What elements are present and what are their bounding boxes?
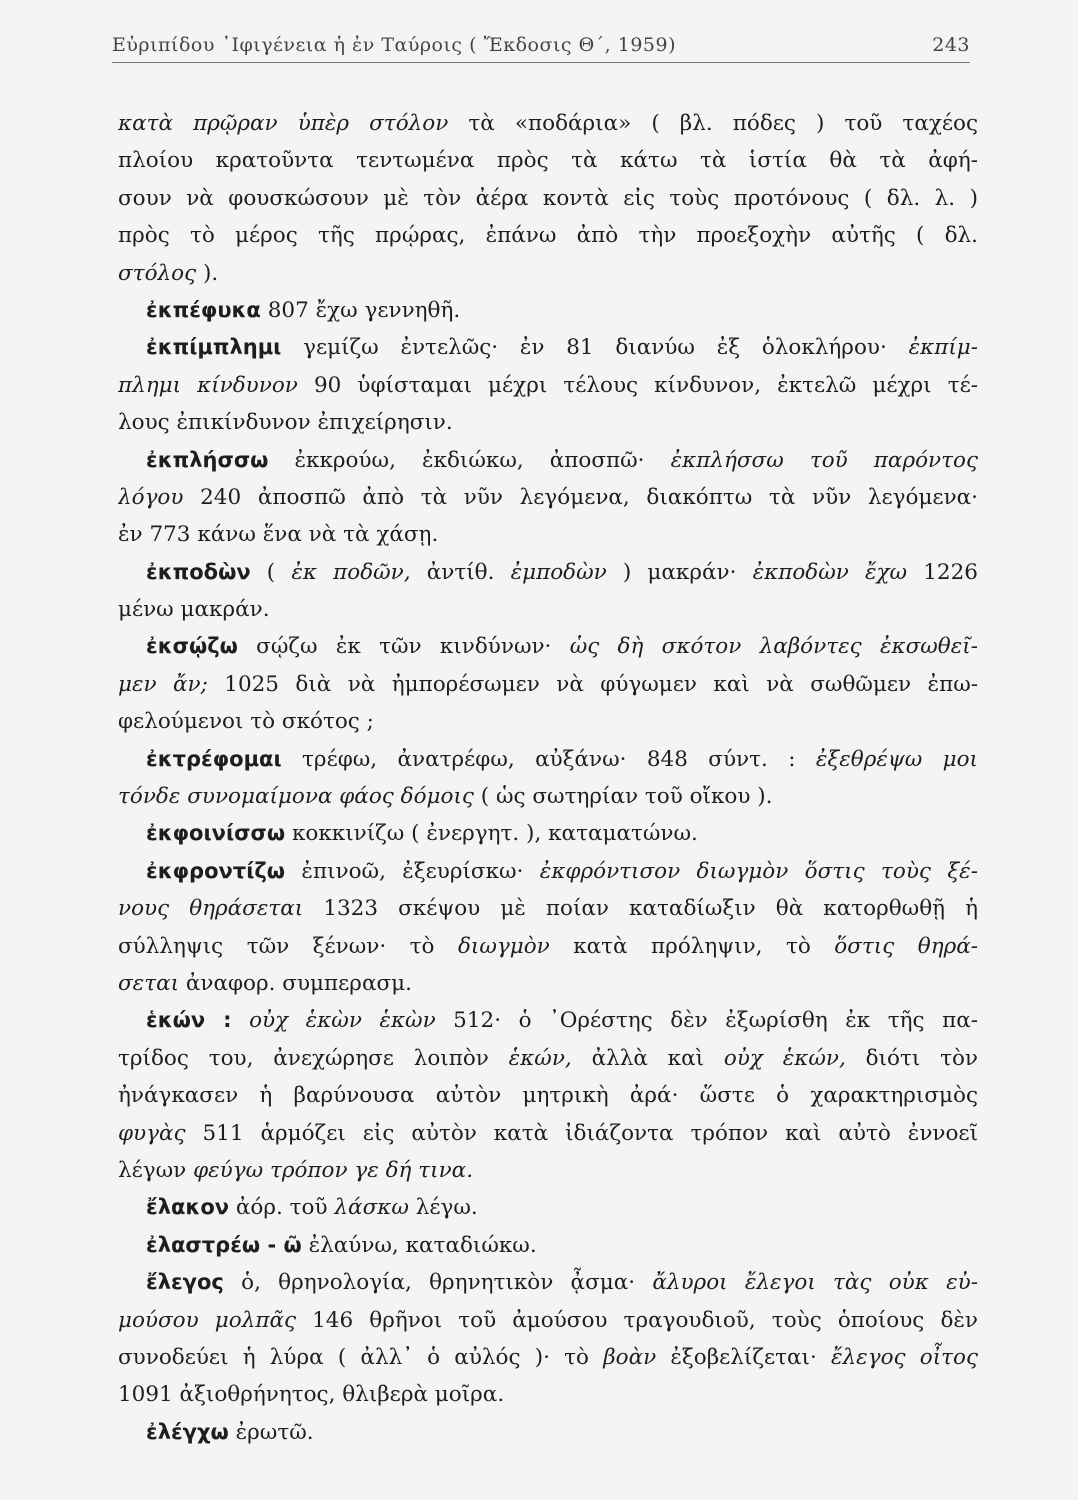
text-line <box>118 1339 978 1376</box>
text-run: 511 ἁρμόζει εἰς αὐτὸν κατὰ ἰδιάζοντα τρόπον καὶ αὐτὸ ἐννοεῖ <box>185 1120 978 1146</box>
text-line <box>118 516 978 553</box>
text-run: 512· ὁ ᾽Ορέστης δὲν ἐξωρίσθη ἐκ τῆς πα- <box>435 1008 978 1034</box>
entry-line <box>118 815 978 852</box>
headword: ἐκπίμπλημι <box>146 335 282 360</box>
text-run: ἐκφρόντισον διωγμὸν ὅστις τοὺς ξέ- <box>539 858 978 884</box>
text-line <box>118 1040 978 1077</box>
text-run: σουν νὰ φουσκώσουν μὲ τὸν ἀέρα κοντὰ εἰς τοὺς προτόνους ( δλ. λ. ) <box>118 185 978 211</box>
text-run: 1091 ἀξιοθρήνητος, θλιβερὰ μοῖρα. <box>118 1382 505 1408</box>
headword: ἐλέγχω <box>146 1419 229 1444</box>
text-run: ὡς δὴ σκότον λαβόντες ἐκσωθεῖ- <box>569 634 978 660</box>
headword: ἑκών : <box>146 1008 232 1033</box>
text-line <box>118 703 978 740</box>
page-number: 243 <box>932 34 970 56</box>
headword: ἐκτρέφομαι <box>146 746 282 771</box>
text-run: οὐχ ἑκών, <box>723 1045 846 1071</box>
text-run: ὅστις θηρά- <box>834 933 978 959</box>
text-line <box>118 928 978 965</box>
text-run: λέγων <box>118 1157 194 1183</box>
entry-line <box>118 292 978 329</box>
text-run: κατὰ πρόληψιν, τὸ <box>549 933 835 959</box>
text-run: διότι τὸν <box>845 1045 978 1071</box>
text-run: νους θηράσεται <box>118 896 304 922</box>
text-run: 1323 σκέψου μὲ ποίαν καταδίωξιν θὰ κατορθωθῇ ἡ <box>303 896 978 922</box>
text-line <box>118 1115 978 1152</box>
text-run: τρίδος του, ἀνεχώρησε λοιπὸν <box>118 1045 509 1071</box>
text-run: ἐλαύνω, καταδιώκω. <box>301 1232 537 1258</box>
text-run: ἐκκρούω, ἐκδιώκω, ἀποσπῶ· <box>268 447 671 473</box>
entry-line <box>118 1189 978 1226</box>
headword: ἐκπέφυκα <box>146 297 261 322</box>
text-line <box>118 255 978 292</box>
text-run: κατὰ πρῷραν ὑπὲρ στόλον <box>118 111 449 136</box>
dictionary-entries <box>118 105 978 1451</box>
text-run: ἐκπίμ- <box>908 335 978 361</box>
text-line <box>118 105 978 142</box>
text-line <box>118 180 978 217</box>
text-run: λάσκω <box>334 1195 409 1221</box>
text-line <box>118 1152 978 1189</box>
text-run: μούσου μολπᾶς <box>118 1307 297 1333</box>
text-run <box>232 1008 250 1033</box>
entry-line <box>118 853 978 890</box>
text-run: πλοίου κρατοῦντα τεντωμένα πρὸς τὰ κάτω τὰ ἱστία θὰ τὰ ἀφή- <box>118 148 978 174</box>
entry-line <box>118 1227 978 1264</box>
text-run: ἐκπλήσσω τοῦ παρόντος <box>670 447 978 473</box>
text-run: πλημι κίνδυνον <box>118 372 298 398</box>
entry-line <box>118 1414 978 1451</box>
entry-line <box>118 628 978 665</box>
text-line <box>118 965 978 1002</box>
text-run: κοκκινίζω ( ἐνεργητ. ), καταματώνω. <box>285 821 698 847</box>
text-run: λέγω. <box>408 1195 478 1221</box>
headword: ἔλεγος <box>146 1270 224 1295</box>
text-run: ἐξοβελίζεται· <box>656 1344 832 1370</box>
text-run: ἐπινοῶ, ἐξευρίσκω· <box>285 858 540 884</box>
text-run: ἐκποδὼν ἔχω <box>752 559 908 585</box>
text-run: ἑκών, <box>508 1045 572 1071</box>
text-run: ἄλυροι ἔλεγοι τὰς οὐκ εὐ- <box>652 1270 978 1296</box>
text-run: γεμίζω ἐντελῶς· ἐν 81 διανύω ἐξ ὁλοκλήρου· <box>281 335 909 361</box>
headword: ἐλαστρέω - ῶ <box>146 1232 302 1257</box>
entry-line <box>118 442 978 479</box>
text-run: ἀντίθ. <box>410 559 511 585</box>
text-run: φυγὰς <box>118 1120 186 1146</box>
text-run: διωγμὸν <box>457 933 550 959</box>
text-run: σῴζω ἐκ τῶν κινδύνων· <box>237 634 570 660</box>
text-run: λους ἐπικίνδυνον ἐπιχείρησιν. <box>118 410 453 436</box>
text-run: 146 θρῆνοι τοῦ ἀμούσου τραγουδιοῦ, τοὺς ὁποίους δὲν <box>296 1307 978 1333</box>
text-run: τόνδε συνομαίμονα φάος δόμοις <box>118 784 474 810</box>
text-run: οὐχ ἑκὼν ἑκὼν <box>249 1008 436 1034</box>
entry-line <box>118 1264 978 1301</box>
text-run: συνοδεύει ἡ λύρα ( ἀλλ᾽ ὁ αὐλός )· τὸ <box>118 1344 604 1370</box>
text-run: ὁ, θρηνολογία, θρηνητικὸν ᾆσμα· <box>223 1270 653 1296</box>
text-run: ἀναφορ. συμπερασμ. <box>179 970 412 996</box>
text-run: ). <box>196 260 219 286</box>
text-run: φελούμενοι τὸ σκότος ; <box>118 709 374 735</box>
header-title: Εὐριπίδου ᾽Ιφιγένεια ἡ ἐν Ταύροις ( Ἔκδοσις Θ΄, 1959) <box>112 34 677 56</box>
text-run: λόγου <box>118 484 184 510</box>
text-run: ἐμποδὼν <box>510 559 607 585</box>
text-line <box>118 591 978 628</box>
text-line <box>118 1077 978 1114</box>
entry-line <box>118 1002 978 1039</box>
text-run: σύλληψις τῶν ξένων· τὸ <box>118 933 458 959</box>
text-run: 90 ὑφίσταμαι μέχρι τέλους κίνδυνον, ἐκτελῶ μέχρι τέ- <box>297 372 978 398</box>
text-line <box>118 217 978 254</box>
text-run: ἐρωτῶ. <box>228 1419 314 1445</box>
text-run: ) μακράν· <box>606 559 753 585</box>
text-run: 807 ἔχω γεννηθῆ. <box>260 297 461 323</box>
text-run: 240 ἀποσπῶ ἀπὸ τὰ νῦν λεγόμενα, διακόπτω τὰ νῦν λεγόμενα· <box>183 484 978 510</box>
headword: ἐκφοινίσσω <box>146 821 286 846</box>
text-run: πρὸς τὸ μέρος τῆς πρῴρας, ἐπάνω ἀπὸ τὴν προεξοχὴν αὐτῆς ( δλ. <box>118 223 978 249</box>
headword: ἐκσῴζω <box>146 634 238 659</box>
text-run: ἀόρ. τοῦ <box>229 1195 335 1221</box>
text-run: βοὰν <box>603 1344 657 1370</box>
text-run: στόλος <box>118 260 197 286</box>
headword: ἐκπλήσσω <box>146 447 269 472</box>
text-line <box>118 142 978 179</box>
headword: ἐκποδὼν <box>146 559 251 584</box>
text-run: σεται <box>118 970 180 996</box>
text-run: τρέφω, ἀνατρέφω, αὐξάνω· 848 σύντ. : <box>281 746 816 772</box>
text-run: μένω μακράν. <box>118 597 270 623</box>
text-run: ἠνάγκασεν ἡ βαρύνουσα αὐτὸν μητρικὴ ἀρά· ὥστε ὁ χαρακτηρισμὸς <box>118 1083 978 1109</box>
text-line <box>118 367 978 404</box>
running-header <box>112 34 970 63</box>
text-run: ( ὡς σωτηρίαν τοῦ οἴκου ). <box>473 784 773 810</box>
text-run: ἐκ ποδῶν, <box>291 559 411 585</box>
text-line <box>118 1302 978 1339</box>
headword: ἐκφροντίζω <box>146 858 286 883</box>
text-run: μεν ἄν; <box>118 671 208 697</box>
text-run: ( <box>250 559 292 585</box>
text-line <box>118 778 978 815</box>
text-run: ἀλλὰ καὶ <box>571 1045 724 1071</box>
text-run: ἐν 773 κάνω ἕνα νὰ τὰ χάσῃ. <box>118 522 439 548</box>
text-line <box>118 404 978 441</box>
entry-line <box>118 554 978 591</box>
text-run: 1226 <box>907 559 978 585</box>
text-run: φεύγω τρόπον γε δή τινα. <box>193 1157 474 1183</box>
entry-line <box>118 329 978 366</box>
headword: ἔλακον <box>146 1195 230 1220</box>
text-line <box>118 479 978 516</box>
text-line <box>118 890 978 927</box>
text-run: ἐξεθρέψω μοι <box>815 746 978 772</box>
text-run: τὰ «ποδάρια» ( βλ. πόδες ) τοῦ ταχέος <box>448 111 978 136</box>
text-line <box>118 1376 978 1413</box>
text-run: ἔλεγος οἶτος <box>831 1344 978 1370</box>
text-line <box>118 666 978 703</box>
text-run: 1025 διὰ νὰ ἠμπορέσωμεν νὰ φύγωμεν καὶ νὰ σωθῶμεν ἐπω- <box>207 671 978 697</box>
entry-line <box>118 741 978 778</box>
